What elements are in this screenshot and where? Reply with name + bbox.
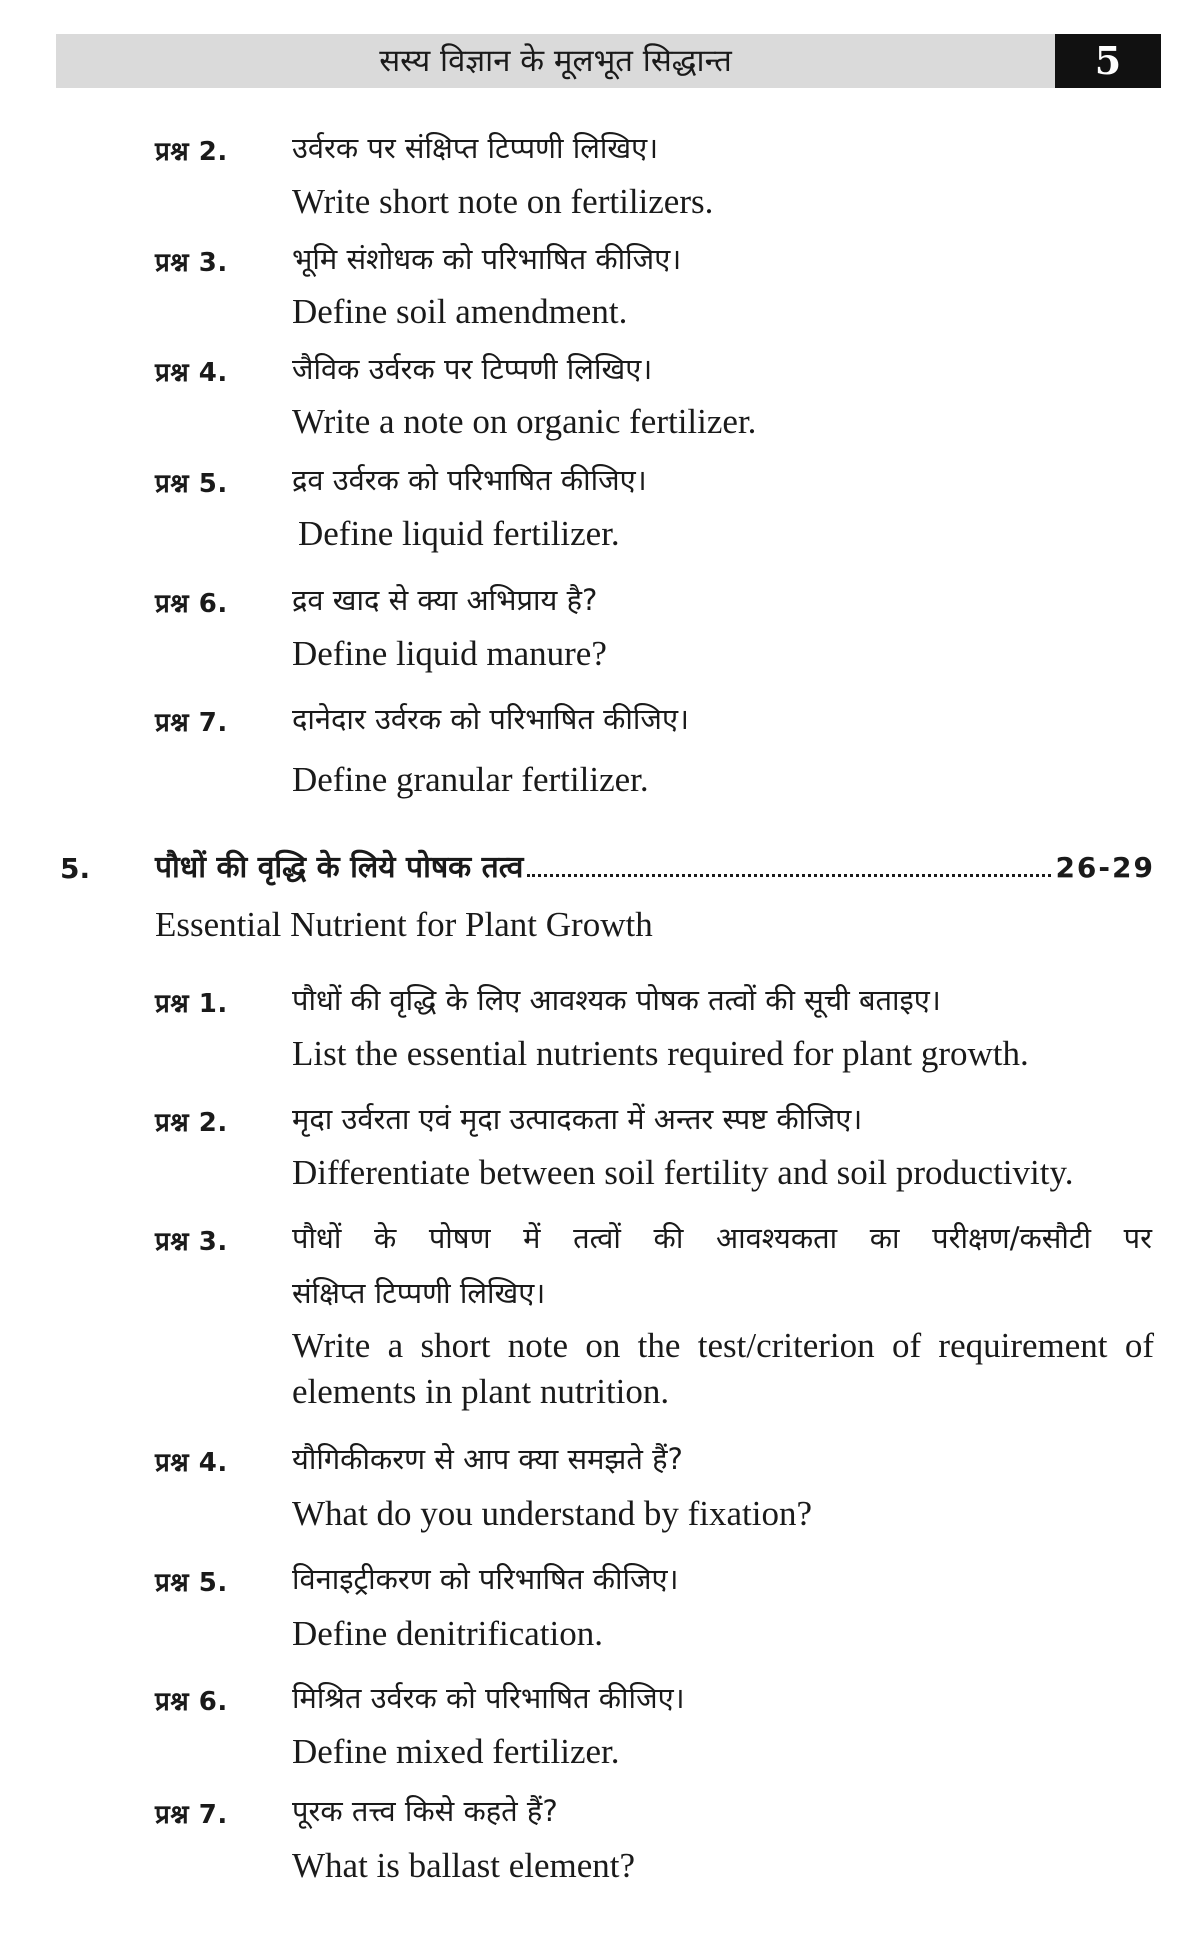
question-label: प्रश्न 2. <box>155 137 228 167</box>
question-label: प्रश्न 5. <box>155 469 228 499</box>
question-label: प्रश्न 5. <box>155 1568 228 1598</box>
question-hindi: भूमि संशोधक को परिभाषित कीजिए। <box>292 242 682 276</box>
question-hindi: द्रव खाद से क्या अभिप्राय है? <box>292 583 598 617</box>
question-english: Define denitrification. <box>292 1614 603 1653</box>
question-hindi: द्रव उर्वरक को परिभाषित कीजिए। <box>292 463 647 497</box>
question-hindi: उर्वरक पर संक्षिप्त टिप्पणी लिखिए। <box>292 131 659 165</box>
question-label: प्रश्न 7. <box>155 1800 228 1830</box>
question-hindi: पौधों की वृद्धि के लिए आवश्यक पोषक तत्वों की सूची बताइए। <box>292 983 941 1017</box>
question-label: प्रश्न 3. <box>155 1227 228 1257</box>
question-label: प्रश्न 4. <box>155 1448 228 1478</box>
page-header-title: सस्य विज्ञान के मूलभूत सिद्धान्त <box>379 43 732 79</box>
question-hindi: पूरक तत्त्व किसे कहते हैं? <box>292 1794 558 1828</box>
page-number: 5 <box>1055 34 1161 88</box>
question-hindi-line2: संक्षिप्त टिप्पणी लिखिए। <box>292 1276 546 1310</box>
question-hindi: जैविक उर्वरक पर टिप्पणी लिखिए। <box>292 352 653 386</box>
question-english-line1: Write a short note on the test/criterion of requirement of <box>292 1326 1154 1365</box>
section-title-hindi: पौधों की वृद्धि के लिये पोषक तत्व <box>155 850 524 885</box>
question-hindi: विनाइट्रीकरण को परिभाषित कीजिए। <box>292 1562 679 1596</box>
question-hindi-line1: पौधों के पोषण में तत्वों की आवश्यकता का परीक्षण/कसौटी पर <box>292 1221 1152 1255</box>
question-english: What do you understand by fixation? <box>292 1494 813 1533</box>
question-label: प्रश्न 6. <box>155 1687 228 1717</box>
question-english: Define granular fertilizer. <box>292 760 649 799</box>
question-english: What is ballast element? <box>292 1846 636 1885</box>
question-hindi: मृदा उर्वरता एवं मृदा उत्पादकता में अन्तर स्पष्ट कीजिए। <box>292 1102 863 1136</box>
question-english: List the essential nutrients required for plant growth. <box>292 1034 1029 1073</box>
question-hindi: यौगिकीकरण से आप क्या समझते हैं? <box>292 1442 683 1476</box>
section-number: 5. <box>60 852 91 885</box>
question-english: Write a note on organic fertilizer. <box>292 402 757 441</box>
section-page-range: 26-29 <box>1055 851 1155 884</box>
question-english: Define mixed fertilizer. <box>292 1732 620 1771</box>
question-english: Define soil amendment. <box>292 292 628 331</box>
leader-dots <box>527 874 1051 877</box>
section-title-row <box>155 845 1155 889</box>
question-hindi: दानेदार उर्वरक को परिभाषित कीजिए। <box>292 702 689 736</box>
question-english: Differentiate between soil fertility and soil productivity. <box>292 1153 1074 1192</box>
question-label: प्रश्न 7. <box>155 708 228 738</box>
question-english: Define liquid manure? <box>292 634 607 673</box>
question-label: प्रश्न 1. <box>155 989 228 1019</box>
question-english-line2: elements in plant nutrition. <box>292 1372 670 1411</box>
question-label: प्रश्न 3. <box>155 248 228 278</box>
question-english: Define liquid fertilizer. <box>298 514 620 553</box>
question-label: प्रश्न 6. <box>155 589 228 619</box>
question-label: प्रश्न 4. <box>155 358 228 388</box>
question-hindi: मिश्रित उर्वरक को परिभाषित कीजिए। <box>292 1681 685 1715</box>
question-label: प्रश्न 2. <box>155 1108 228 1138</box>
section-title-english: Essential Nutrient for Plant Growth <box>155 905 653 944</box>
question-english: Write short note on fertilizers. <box>292 182 714 221</box>
